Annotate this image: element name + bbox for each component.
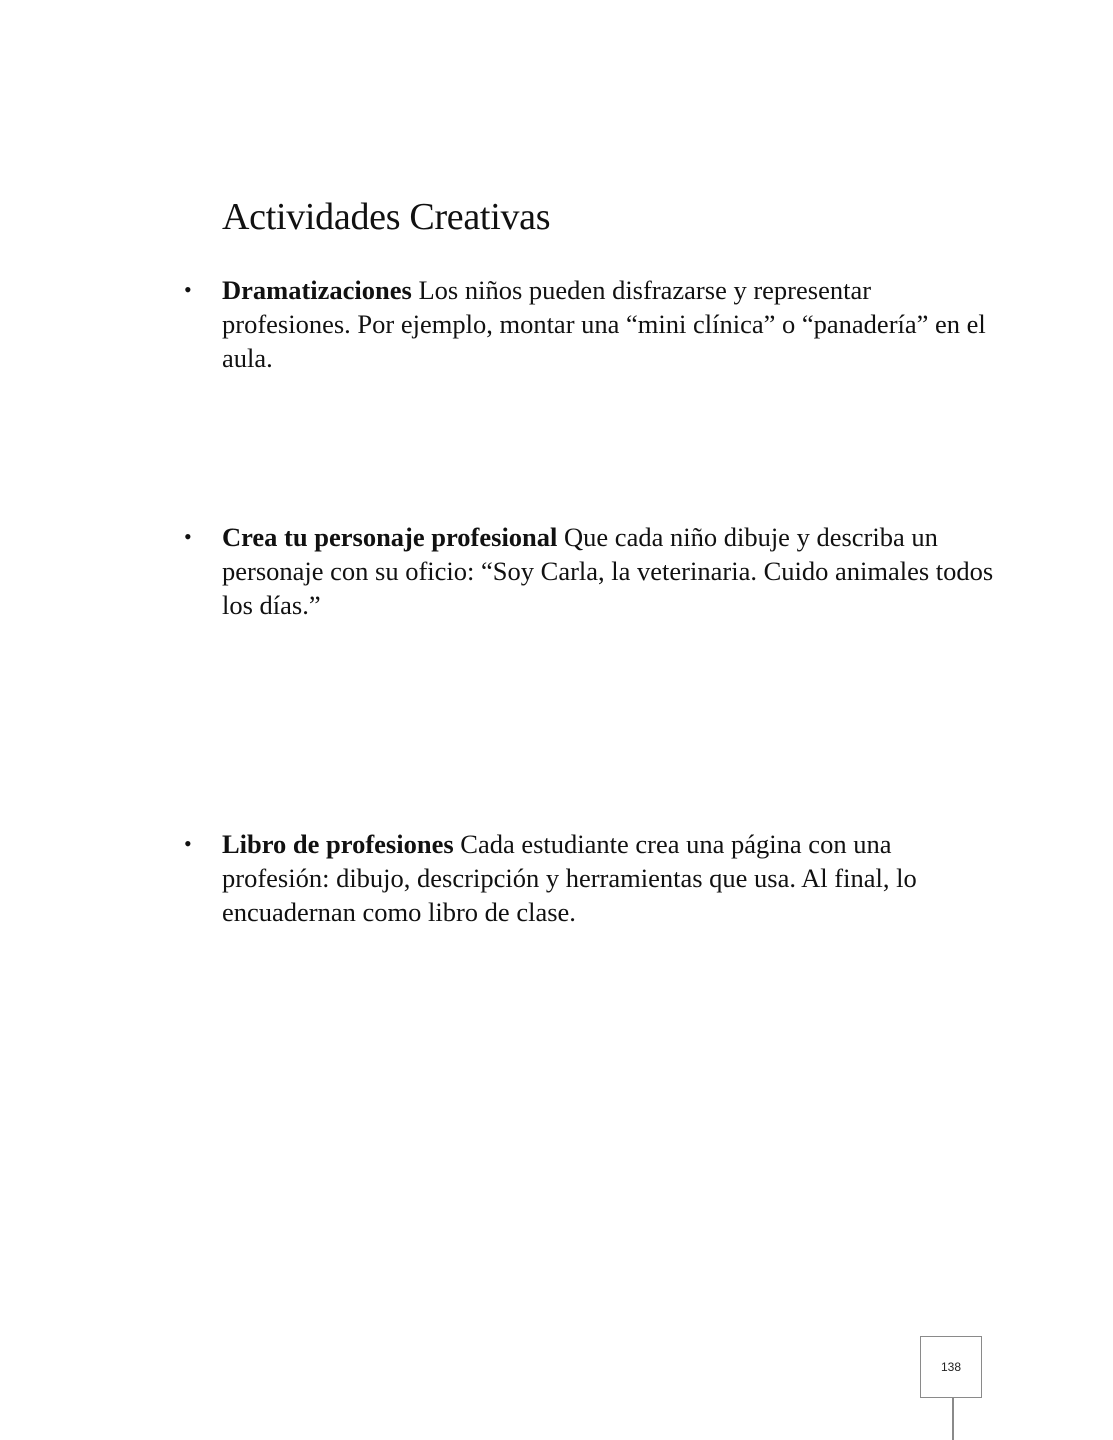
item-text: Que cada niño dibuje y describa un personaje con su oficio: “Soy Carla, la veterinaria. Cuido animales todos los días.”	[222, 522, 994, 620]
list-item-personaje	[184, 520, 1002, 622]
page-number-connector-line	[952, 1398, 954, 1440]
item-text: Los niños pueden disfrazarse y representar profesiones. Por ejemplo, montar una “mini clínica” o “panadería” en el aula.	[222, 275, 986, 373]
bullet-icon: •	[184, 277, 192, 302]
item-heading: Dramatizaciones	[222, 275, 412, 305]
page-title: Actividades Creativas	[222, 196, 551, 238]
item-heading: Crea tu personaje profesional	[222, 522, 558, 552]
item-text: Cada estudiante crea una página con una profesión: dibujo, descripción y herramientas que usa. Al final, lo encuadernan como libro de clase.	[222, 829, 917, 927]
page-number: 138	[940, 1360, 962, 1374]
item-heading: Libro de profesiones	[222, 829, 454, 859]
bullet-icon: •	[184, 524, 192, 549]
page-number-box	[920, 1336, 982, 1398]
bullet-icon: •	[184, 831, 192, 856]
list-item-dramatizaciones	[184, 273, 1002, 375]
list-item-libro	[184, 827, 1002, 929]
